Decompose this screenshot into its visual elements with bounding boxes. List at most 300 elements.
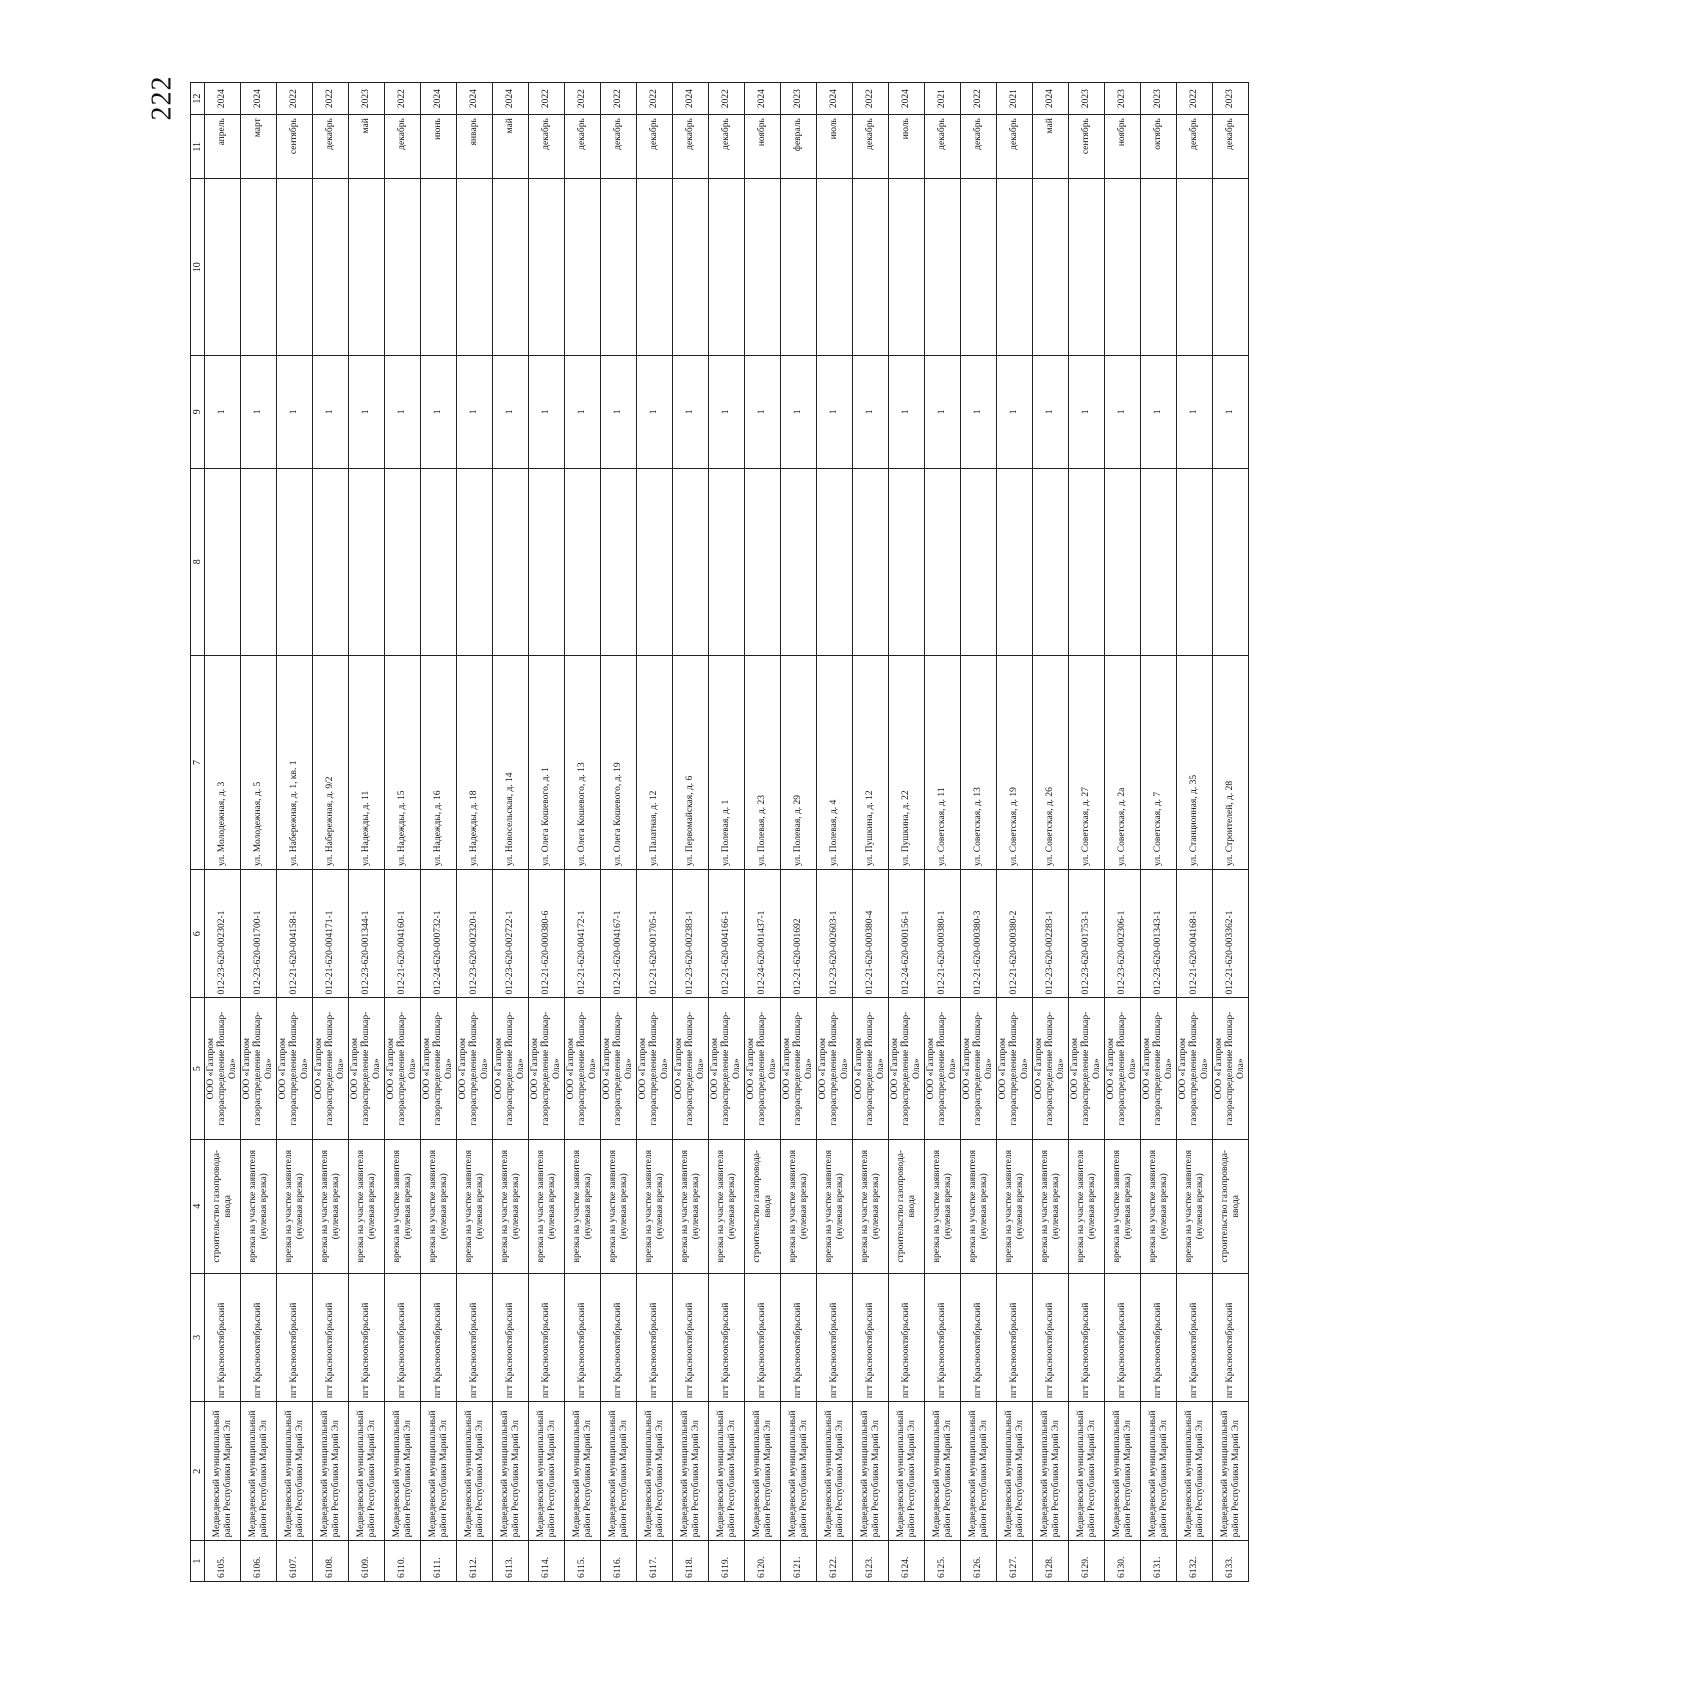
cell-col-10 [781, 179, 817, 356]
cell-settlement: пгт Краснооктябрьский [817, 1273, 853, 1401]
cell-row-number: 6130. [1105, 1541, 1141, 1582]
cell-month: май [349, 115, 385, 179]
cell-settlement: пгт Краснооктябрьский [961, 1273, 997, 1401]
cell-work-type: врезка на участке заявителя (нулевая врезка) [313, 1139, 349, 1273]
cell-address: ул. Советская, д. 7 [1141, 655, 1177, 869]
cell-col-8 [241, 468, 277, 655]
cell-organization: ООО «Газпром газораспределение Йошкар-Ола» [601, 998, 637, 1139]
cell-count: 1 [1213, 356, 1249, 468]
cell-settlement: пгт Краснооктябрьский [709, 1273, 745, 1401]
cell-address: ул. Олега Кошевого, д. 19 [601, 655, 637, 869]
cell-count: 1 [277, 356, 313, 468]
cell-year: 2022 [277, 83, 313, 115]
cell-col-8 [1033, 468, 1069, 655]
cell-request-id: 012-21-620-004167-1 [601, 870, 637, 998]
table-row [1213, 83, 1249, 1582]
cell-col-8 [421, 468, 457, 655]
column-header-12: 12 [191, 83, 205, 115]
cell-work-type: врезка на участке заявителя (нулевая врезка) [997, 1139, 1033, 1273]
cell-row-number: 6115. [565, 1541, 601, 1582]
cell-row-number: 6120. [745, 1541, 781, 1582]
table-row [421, 83, 457, 1582]
cell-col-8 [673, 468, 709, 655]
cell-settlement: пгт Краснооктябрьский [781, 1273, 817, 1401]
cell-district: Медведевский муниципальный район Республики Марий Эл [1177, 1402, 1213, 1541]
cell-address: ул. Полевая, д. 1 [709, 655, 745, 869]
cell-month: декабрь [673, 115, 709, 179]
cell-year: 2024 [673, 83, 709, 115]
cell-month: декабрь [313, 115, 349, 179]
cell-settlement: пгт Краснооктябрьский [277, 1273, 313, 1401]
column-header-5: 5 [191, 998, 205, 1139]
cell-month: декабрь [925, 115, 961, 179]
cell-row-number: 6126. [961, 1541, 997, 1582]
column-header-7: 7 [191, 655, 205, 869]
cell-row-number: 6129. [1069, 1541, 1105, 1582]
column-header-1: 1 [191, 1541, 205, 1582]
table-row [313, 83, 349, 1582]
table-row [853, 83, 889, 1582]
cell-count: 1 [853, 356, 889, 468]
cell-month: декабрь [565, 115, 601, 179]
cell-address: ул. Набережная, д. 9/2 [313, 655, 349, 869]
cell-row-number: 6107. [277, 1541, 313, 1582]
table-row [1177, 83, 1213, 1582]
table-row [277, 83, 313, 1582]
cell-district: Медведевский муниципальный район Республики Марий Эл [997, 1402, 1033, 1541]
cell-month: июль [817, 115, 853, 179]
cell-month: декабрь [601, 115, 637, 179]
cell-request-id: 012-21-620-000380-4 [853, 870, 889, 998]
table-row [961, 83, 997, 1582]
cell-count: 1 [1033, 356, 1069, 468]
rotated-table-frame [190, 82, 1246, 1582]
cell-organization: ООО «Газпром газораспределение Йошкар-Ола» [313, 998, 349, 1139]
table-row [745, 83, 781, 1582]
cell-work-type: врезка на участке заявителя (нулевая врезка) [349, 1139, 385, 1273]
cell-settlement: пгт Краснооктябрьский [493, 1273, 529, 1401]
cell-count: 1 [385, 356, 421, 468]
table-row [493, 83, 529, 1582]
table-row [241, 83, 277, 1582]
cell-work-type: врезка на участке заявителя (нулевая врезка) [1069, 1139, 1105, 1273]
table-row [997, 83, 1033, 1582]
table-container [190, 82, 1690, 1578]
cell-count: 1 [349, 356, 385, 468]
cell-work-type: врезка на участке заявителя (нулевая врезка) [853, 1139, 889, 1273]
cell-request-id: 012-21-620-001692 [781, 870, 817, 998]
cell-district: Медведевский муниципальный район Республики Марий Эл [385, 1402, 421, 1541]
cell-district: Медведевский муниципальный район Республики Марий Эл [493, 1402, 529, 1541]
cell-settlement: пгт Краснооктябрьский [457, 1273, 493, 1401]
cell-year: 2022 [385, 83, 421, 115]
cell-work-type: врезка на участке заявителя (нулевая врезка) [565, 1139, 601, 1273]
cell-settlement: пгт Краснооктябрьский [1069, 1273, 1105, 1401]
cell-district: Медведевский муниципальный район Республики Марий Эл [1141, 1402, 1177, 1541]
cell-address: ул. Первомайская, д. 6 [673, 655, 709, 869]
cell-col-10 [997, 179, 1033, 356]
cell-district: Медведевский муниципальный район Республики Марий Эл [529, 1402, 565, 1541]
cell-col-8 [745, 468, 781, 655]
cell-work-type: врезка на участке заявителя (нулевая врезка) [1141, 1139, 1177, 1273]
cell-col-10 [817, 179, 853, 356]
cell-month: декабрь [853, 115, 889, 179]
cell-year: 2022 [961, 83, 997, 115]
cell-settlement: пгт Краснооктябрьский [241, 1273, 277, 1401]
cell-address: ул. Надежды, д. 15 [385, 655, 421, 869]
cell-row-number: 6128. [1033, 1541, 1069, 1582]
cell-month: декабрь [1213, 115, 1249, 179]
cell-col-8 [493, 468, 529, 655]
cell-year: 2024 [1033, 83, 1069, 115]
cell-request-id: 012-24-620-000156-1 [889, 870, 925, 998]
cell-row-number: 6119. [709, 1541, 745, 1582]
cell-district: Медведевский муниципальный район Республики Марий Эл [565, 1402, 601, 1541]
cell-count: 1 [493, 356, 529, 468]
cell-settlement: пгт Краснооктябрьский [745, 1273, 781, 1401]
cell-row-number: 6118. [673, 1541, 709, 1582]
cell-request-id: 012-23-620-002302-1 [205, 870, 241, 998]
cell-request-id: 012-23-620-002722-1 [493, 870, 529, 998]
cell-year: 2022 [709, 83, 745, 115]
cell-col-10 [673, 179, 709, 356]
cell-col-8 [1105, 468, 1141, 655]
cell-district: Медведевский муниципальный район Республики Марий Эл [1105, 1402, 1141, 1541]
cell-month: январь [457, 115, 493, 179]
cell-address: ул. Полевая, д. 23 [745, 655, 781, 869]
cell-year: 2022 [529, 83, 565, 115]
cell-address: ул. Советская, д. 26 [1033, 655, 1069, 869]
cell-district: Медведевский муниципальный район Республики Марий Эл [349, 1402, 385, 1541]
cell-address: ул. Пушкина, д. 12 [853, 655, 889, 869]
cell-year: 2023 [1105, 83, 1141, 115]
cell-col-8 [601, 468, 637, 655]
cell-col-8 [925, 468, 961, 655]
cell-organization: ООО «Газпром газораспределение Йошкар-Ола» [1213, 998, 1249, 1139]
table-body [205, 83, 1249, 1582]
cell-col-10 [709, 179, 745, 356]
cell-organization: ООО «Газпром газораспределение Йошкар-Ола» [1033, 998, 1069, 1139]
cell-district: Медведевский муниципальный район Республики Марий Эл [961, 1402, 997, 1541]
cell-month: ноябрь [745, 115, 781, 179]
cell-organization: ООО «Газпром газораспределение Йошкар-Ола» [349, 998, 385, 1139]
cell-organization: ООО «Газпром газораспределение Йошкар-Ола» [529, 998, 565, 1139]
cell-work-type: врезка на участке заявителя (нулевая врезка) [1105, 1139, 1141, 1273]
table-row [889, 83, 925, 1582]
cell-district: Медведевский муниципальный район Республики Марий Эл [421, 1402, 457, 1541]
cell-col-8 [817, 468, 853, 655]
cell-count: 1 [313, 356, 349, 468]
cell-col-10 [493, 179, 529, 356]
cell-district: Медведевский муниципальный район Республики Марий Эл [601, 1402, 637, 1541]
cell-work-type: врезка на участке заявителя (нулевая врезка) [1033, 1139, 1069, 1273]
cell-request-id: 012-24-620-000732-1 [421, 870, 457, 998]
cell-year: 2022 [601, 83, 637, 115]
cell-work-type: строительство газопровода-ввода [205, 1139, 241, 1273]
cell-settlement: пгт Краснооктябрьский [529, 1273, 565, 1401]
cell-request-id: 012-24-620-001437-1 [745, 870, 781, 998]
cell-work-type: врезка на участке заявителя (нулевая врезка) [961, 1139, 997, 1273]
cell-count: 1 [889, 356, 925, 468]
cell-settlement: пгт Краснооктябрьский [637, 1273, 673, 1401]
cell-row-number: 6116. [601, 1541, 637, 1582]
cell-count: 1 [1141, 356, 1177, 468]
cell-col-10 [277, 179, 313, 356]
cell-organization: ООО «Газпром газораспределение Йошкар-Ола» [637, 998, 673, 1139]
cell-count: 1 [421, 356, 457, 468]
header-row [191, 83, 205, 1582]
table-row [1069, 83, 1105, 1582]
cell-month: май [493, 115, 529, 179]
cell-count: 1 [601, 356, 637, 468]
cell-organization: ООО «Газпром газораспределение Йошкар-Ола» [385, 998, 421, 1139]
cell-request-id: 012-21-620-004166-1 [709, 870, 745, 998]
cell-organization: ООО «Газпром газораспределение Йошкар-Ола» [1141, 998, 1177, 1139]
cell-settlement: пгт Краснооктябрьский [1177, 1273, 1213, 1401]
cell-organization: ООО «Газпром газораспределение Йошкар-Ола» [1105, 998, 1141, 1139]
cell-row-number: 6122. [817, 1541, 853, 1582]
cell-organization: ООО «Газпром газораспределение Йошкар-Ола» [277, 998, 313, 1139]
cell-count: 1 [529, 356, 565, 468]
gasification-table [190, 82, 1249, 1582]
table-row [781, 83, 817, 1582]
cell-organization: ООО «Газпром газораспределение Йошкар-Ола» [565, 998, 601, 1139]
cell-organization: ООО «Газпром газораспределение Йошкар-Ола» [241, 998, 277, 1139]
cell-col-10 [1105, 179, 1141, 356]
cell-address: ул. Советская, д. 13 [961, 655, 997, 869]
cell-count: 1 [1105, 356, 1141, 468]
cell-col-8 [781, 468, 817, 655]
cell-col-10 [529, 179, 565, 356]
cell-request-id: 012-23-620-002283-1 [1033, 870, 1069, 998]
cell-row-number: 6121. [781, 1541, 817, 1582]
cell-col-8 [205, 468, 241, 655]
cell-district: Медведевский муниципальный район Республики Марий Эл [1033, 1402, 1069, 1541]
cell-year: 2021 [925, 83, 961, 115]
cell-month: июль [889, 115, 925, 179]
cell-settlement: пгт Краснооктябрьский [565, 1273, 601, 1401]
cell-month: сентябрь [277, 115, 313, 179]
cell-settlement: пгт Краснооктябрьский [673, 1273, 709, 1401]
cell-work-type: врезка на участке заявителя (нулевая врезка) [421, 1139, 457, 1273]
column-header-11: 11 [191, 115, 205, 179]
cell-organization: ООО «Газпром газораспределение Йошкар-Ола» [853, 998, 889, 1139]
cell-work-type: врезка на участке заявителя (нулевая врезка) [1177, 1139, 1213, 1273]
cell-year: 2022 [853, 83, 889, 115]
cell-address: ул. Молодежная, д. 3 [205, 655, 241, 869]
cell-address: ул. Набережная, д. 1, кв. 1 [277, 655, 313, 869]
cell-col-8 [1177, 468, 1213, 655]
cell-month: март [241, 115, 277, 179]
column-header-9: 9 [191, 356, 205, 468]
cell-year: 2024 [493, 83, 529, 115]
cell-count: 1 [961, 356, 997, 468]
cell-work-type: врезка на участке заявителя (нулевая врезка) [493, 1139, 529, 1273]
cell-col-10 [565, 179, 601, 356]
cell-count: 1 [817, 356, 853, 468]
cell-organization: ООО «Газпром газораспределение Йошкар-Ола» [493, 998, 529, 1139]
cell-row-number: 6114. [529, 1541, 565, 1582]
cell-col-8 [1213, 468, 1249, 655]
cell-organization: ООО «Газпром газораспределение Йошкар-Ола» [745, 998, 781, 1139]
cell-settlement: пгт Краснооктябрьский [385, 1273, 421, 1401]
cell-count: 1 [1069, 356, 1105, 468]
cell-work-type: строительство газопровода-ввода [889, 1139, 925, 1273]
cell-row-number: 6111. [421, 1541, 457, 1582]
cell-organization: ООО «Газпром газораспределение Йошкар-Ола» [1069, 998, 1105, 1139]
cell-work-type: строительство газопровода-ввода [1213, 1139, 1249, 1273]
cell-district: Медведевский муниципальный район Республики Марий Эл [277, 1402, 313, 1541]
table-row [529, 83, 565, 1582]
table-row [457, 83, 493, 1582]
cell-count: 1 [241, 356, 277, 468]
cell-count: 1 [637, 356, 673, 468]
cell-work-type: строительство газопровода-ввода [745, 1139, 781, 1273]
cell-col-8 [529, 468, 565, 655]
cell-address: ул. Строителей, д. 28 [1213, 655, 1249, 869]
cell-row-number: 6112. [457, 1541, 493, 1582]
cell-col-10 [1033, 179, 1069, 356]
cell-year: 2024 [889, 83, 925, 115]
cell-col-10 [205, 179, 241, 356]
cell-count: 1 [745, 356, 781, 468]
cell-col-8 [385, 468, 421, 655]
table-row [1033, 83, 1069, 1582]
cell-request-id: 012-21-620-003362-1 [1213, 870, 1249, 998]
cell-year: 2024 [205, 83, 241, 115]
cell-col-10 [853, 179, 889, 356]
cell-row-number: 6132. [1177, 1541, 1213, 1582]
cell-col-10 [637, 179, 673, 356]
cell-address: ул. Советская, д. 2а [1105, 655, 1141, 869]
cell-count: 1 [709, 356, 745, 468]
cell-month: декабрь [997, 115, 1033, 179]
cell-row-number: 6113. [493, 1541, 529, 1582]
column-header-10: 10 [191, 179, 205, 356]
cell-address: ул. Олега Кошевого, д. 1 [529, 655, 565, 869]
cell-col-10 [745, 179, 781, 356]
cell-col-8 [565, 468, 601, 655]
cell-col-8 [853, 468, 889, 655]
cell-row-number: 6124. [889, 1541, 925, 1582]
cell-organization: ООО «Газпром газораспределение Йошкар-Ола» [421, 998, 457, 1139]
cell-request-id: 012-21-620-000380-6 [529, 870, 565, 998]
cell-settlement: пгт Краснооктябрьский [853, 1273, 889, 1401]
cell-work-type: врезка на участке заявителя (нулевая врезка) [709, 1139, 745, 1273]
cell-address: ул. Советская, д. 27 [1069, 655, 1105, 869]
cell-month: май [1033, 115, 1069, 179]
cell-district: Медведевский муниципальный район Республики Марий Эл [925, 1402, 961, 1541]
cell-organization: ООО «Газпром газораспределение Йошкар-Ола» [457, 998, 493, 1139]
cell-district: Медведевский муниципальный район Республики Марий Эл [241, 1402, 277, 1541]
cell-address: ул. Полевая, д. 4 [817, 655, 853, 869]
table-row [601, 83, 637, 1582]
cell-month: декабрь [385, 115, 421, 179]
table-row [709, 83, 745, 1582]
cell-col-10 [385, 179, 421, 356]
cell-month: декабрь [529, 115, 565, 179]
cell-settlement: пгт Краснооктябрьский [1105, 1273, 1141, 1401]
cell-year: 2023 [1213, 83, 1249, 115]
cell-col-10 [961, 179, 997, 356]
cell-row-number: 6125. [925, 1541, 961, 1582]
cell-month: декабрь [637, 115, 673, 179]
cell-count: 1 [781, 356, 817, 468]
cell-organization: ООО «Газпром газораспределение Йошкар-Ола» [673, 998, 709, 1139]
cell-request-id: 012-21-620-000380-3 [961, 870, 997, 998]
cell-address: ул. Палатная, д. 12 [637, 655, 673, 869]
cell-col-10 [1213, 179, 1249, 356]
table-row [925, 83, 961, 1582]
cell-request-id: 012-21-620-001705-1 [637, 870, 673, 998]
table-row [673, 83, 709, 1582]
cell-address: ул. Пушкина, д. 22 [889, 655, 925, 869]
cell-settlement: пгт Краснооктябрьский [205, 1273, 241, 1401]
cell-organization: ООО «Газпром газораспределение Йошкар-Ола» [925, 998, 961, 1139]
cell-month: ноябрь [1105, 115, 1141, 179]
cell-col-8 [709, 468, 745, 655]
column-header-4: 4 [191, 1139, 205, 1273]
cell-district: Медведевский муниципальный район Республики Марий Эл [457, 1402, 493, 1541]
table-row [817, 83, 853, 1582]
cell-settlement: пгт Краснооктябрьский [313, 1273, 349, 1401]
cell-settlement: пгт Краснооктябрьский [1213, 1273, 1249, 1401]
cell-year: 2022 [637, 83, 673, 115]
cell-address: ул. Станционная, д. 35 [1177, 655, 1213, 869]
cell-request-id: 012-21-620-000380-2 [997, 870, 1033, 998]
cell-month: апрель [205, 115, 241, 179]
cell-district: Медведевский муниципальный район Республики Марий Эл [205, 1402, 241, 1541]
cell-row-number: 6131. [1141, 1541, 1177, 1582]
cell-district: Медведевский муниципальный район Республики Марий Эл [781, 1402, 817, 1541]
cell-district: Медведевский муниципальный район Республики Марий Эл [313, 1402, 349, 1541]
cell-address: ул. Молодежная, д. 5 [241, 655, 277, 869]
cell-district: Медведевский муниципальный район Республики Марий Эл [889, 1402, 925, 1541]
cell-district: Медведевский муниципальный район Республики Марий Эл [745, 1402, 781, 1541]
cell-request-id: 012-23-620-001343-1 [1141, 870, 1177, 998]
page-number: 222 [146, 75, 178, 121]
table-row [1141, 83, 1177, 1582]
cell-month: февраль [781, 115, 817, 179]
cell-year: 2023 [1069, 83, 1105, 115]
cell-address: ул. Советская, д. 11 [925, 655, 961, 869]
table-row [565, 83, 601, 1582]
cell-row-number: 6106. [241, 1541, 277, 1582]
cell-settlement: пгт Краснооктябрьский [1033, 1273, 1069, 1401]
cell-work-type: врезка на участке заявителя (нулевая врезка) [385, 1139, 421, 1273]
cell-request-id: 012-23-620-001344-1 [349, 870, 385, 998]
cell-col-8 [889, 468, 925, 655]
cell-organization: ООО «Газпром газораспределение Йошкар-Ола» [817, 998, 853, 1139]
cell-row-number: 6108. [313, 1541, 349, 1582]
cell-col-8 [997, 468, 1033, 655]
cell-year: 2024 [241, 83, 277, 115]
cell-request-id: 012-23-620-002320-1 [457, 870, 493, 998]
cell-year: 2024 [457, 83, 493, 115]
cell-address: ул. Надежды, д. 16 [421, 655, 457, 869]
cell-row-number: 6117. [637, 1541, 673, 1582]
cell-col-8 [1141, 468, 1177, 655]
cell-settlement: пгт Краснооктябрьский [925, 1273, 961, 1401]
cell-address: ул. Надежды, д. 11 [349, 655, 385, 869]
cell-col-8 [1069, 468, 1105, 655]
cell-settlement: пгт Краснооктябрьский [997, 1273, 1033, 1401]
cell-request-id: 012-21-620-004168-1 [1177, 870, 1213, 998]
cell-col-10 [457, 179, 493, 356]
cell-district: Медведевский муниципальный район Республики Марий Эл [709, 1402, 745, 1541]
cell-col-10 [601, 179, 637, 356]
cell-col-10 [349, 179, 385, 356]
